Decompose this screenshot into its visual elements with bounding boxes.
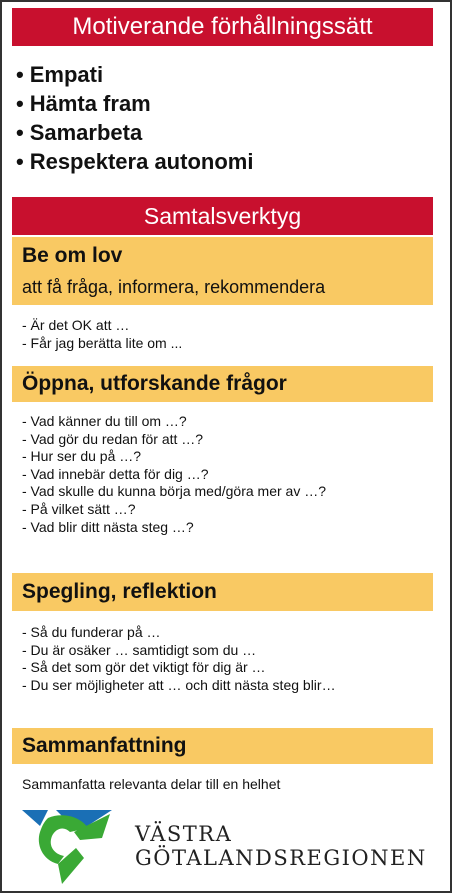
section-title: Be om lov [22,244,123,267]
bullet-icon: • [16,91,24,116]
reflection-list [22,624,336,694]
section-title: Öppna, utforskande frågor [22,372,287,395]
list-item: - Så du funderar på … [22,624,161,640]
list-item: - Vad känner du till om …? [22,413,187,429]
logo-text-line2: GÖTALANDSREGIONEN [135,846,427,870]
principle-item [16,118,253,147]
list-item: - Vad gör du redan för att …? [22,430,204,447]
principle-label: Samarbeta [29,120,143,145]
section-title: Sammanfattning [22,734,187,757]
list-item: - Får jag berätta lite om ... [22,334,183,351]
reflection-band [12,573,433,611]
card-title: Motiverande förhållningssätt [12,8,433,46]
summary-band [12,728,433,764]
list-item: - Du är osäker … samtidigt som du … [22,641,257,658]
list-item: - Vad blir ditt nästa steg …? [22,518,194,535]
open-questions-band [12,366,433,402]
principles-list [16,60,253,176]
list-item: - Du ser möjligheter att … och ditt nästa steg blir… [22,676,336,693]
principle-item [16,89,253,118]
ask-permission-list [22,317,182,352]
vgr-logo [18,802,438,887]
section-subtitle: att få fråga, informera, rekommendera [22,277,326,297]
section-title: Spegling, reflektion [22,580,217,603]
vgr-logo-icon [18,802,128,887]
bullet-icon: • [16,149,24,174]
list-item: - Är det OK att … [22,317,130,333]
open-questions-list [22,413,326,536]
principle-label: Hämta fram [29,91,151,116]
list-item: - Hur ser du på …? [22,448,142,465]
list-item: - Vad skulle du kunna börja med/göra mer av …? [22,483,327,500]
principle-label: Respektera autonomi [29,149,254,174]
summary-text: Sammanfatta relevanta delar till en helhet [22,776,281,792]
principle-item [16,147,253,176]
logo-text-line1: VÄSTRA [135,822,233,846]
list-item: - Vad innebär detta för dig …? [22,465,209,482]
tools-header: Samtalsverktyg [12,197,433,235]
ask-permission-band [12,237,433,305]
list-item: - Så det som gör det viktigt för dig är … [22,659,266,676]
principle-item [16,60,253,89]
list-item: - På vilket sätt …? [22,500,136,517]
principle-label: Empati [29,62,104,87]
bullet-icon: • [16,62,24,87]
bullet-icon: • [16,120,24,145]
